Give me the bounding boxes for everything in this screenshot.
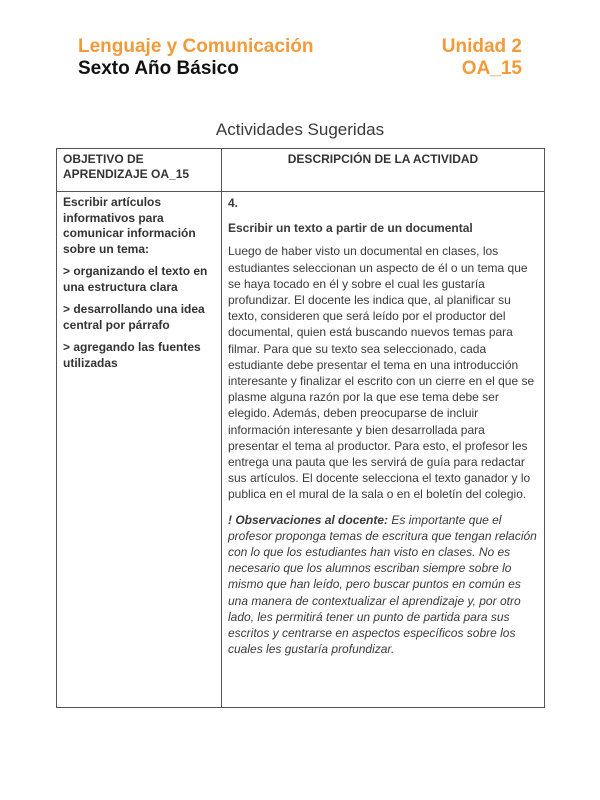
page-header [78, 36, 522, 80]
objective-intro: Escribir artículos informativos para comunicar información sobre un tema: [63, 195, 196, 256]
objective-item: > desarrollando una idea central por párrafo [63, 302, 205, 332]
activity-body: Luego de haber visto un documental en clases, los estudiantes seleccionan un aspecto de él o un tema que se haya tocado en él y sobre el cual les gustaría profundizar. El docente les indica que, al planificar su texto, consideren que será leído por el productor del documental, quien está buscando nuevos temas para filmar. Para que su texto sea seleccionado, cada estudiante debe presentar el tema en una introducción interesante y finalizar el escrito con un cierre en el que se plasme alguna razón por la que ese tema debe ser elegido. Además, deben preocuparse de incluir información interesante y bien desarrollada para presentar el tema al productor. Para esto, el profesor les entrega una pauta que les servirá de guía para redactar sus artículos. El docente selecciona el texto ganador y lo publica en el mural de la sala o en el boletín del colegio. [228, 244, 535, 502]
observation-label: ! Observaciones al docente: [228, 512, 389, 527]
objective-item: > agregando las fuentes utilizadas [63, 340, 201, 370]
table-header-row [57, 149, 545, 192]
objective-item: > organizando el texto en una estructura clara [63, 264, 208, 294]
subject-title: Lenguaje y Comunicación [78, 36, 314, 57]
activity-cell [222, 192, 545, 708]
grade-label: Sexto Año Básico [78, 58, 239, 79]
description-header: DESCRIPCIÓN DE LA ACTIVIDAD [222, 149, 545, 192]
activity-title: Escribir un texto a partir de un documental [228, 221, 473, 236]
unit-label: Unidad 2 [441, 36, 522, 57]
activity-number: 4. [228, 196, 239, 210]
oa-label: OA_15 [461, 58, 522, 79]
page-title: Actividades Sugeridas [215, 120, 385, 139]
objective-cell [57, 192, 222, 708]
observation-text: Es importante que el profesor proponga temas de escritura que tengan relación con lo que los estudiantes han visto en clases. No es necesario que los alumnos escriban siempre sobre lo mismo que han leído, pero buscar puntos en común es una manera de contextualizar el aprendizaje y, por otro lado, les permitirá tener un punto de partida para sus escritos y centrarse en aspectos específicos sobre los cuales les gustaría profundizar. [228, 512, 537, 657]
table-row [57, 192, 545, 708]
teacher-observation [228, 512, 538, 658]
objective-header: OBJETIVO DE APRENDIZAJE OA_15 [57, 149, 222, 192]
activities-table [56, 148, 545, 708]
